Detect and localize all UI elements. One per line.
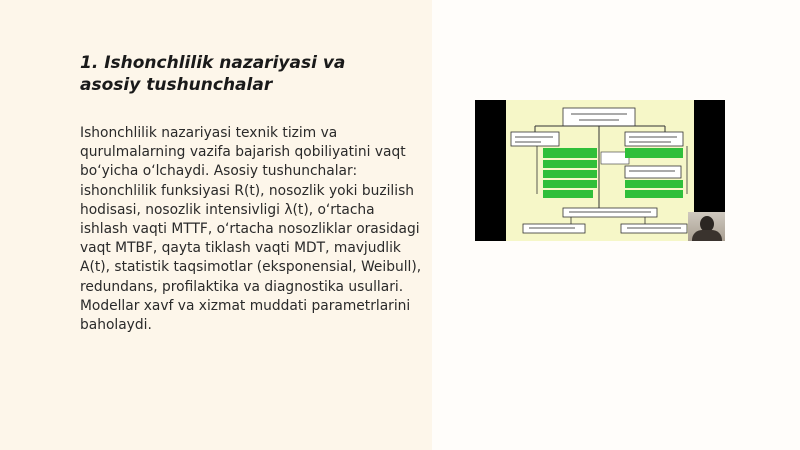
slide-title: 1. Ishonchlilik nazariyasi va asosiy tushunchalar xyxy=(80,53,346,95)
webcam-overlay xyxy=(688,212,725,241)
slide-body-text: Ishonchlilik nazariyasi texnik tizim va qurulmalarning vazifa bajarish qobiliyatini vaqt bo‘yicha o‘lchaydi. Asosiy tushunchalar: ishonchlilik funksiyasi R(t), nosozlik yoki buzilish hodisasi, nosozlik intensivligi λ(t), o‘rtacha ishlash vaqti MTTF, o‘rtacha nosozliklar orasidagi vaqt MTBF, qayta tiklash vaqti MDT, mavjudlik A(t), statistik taqsimotlar (eksponensial, Weibull), redundans, profilaktika va diagnostika usullari. Modellar xavf va xizmat muddati parametrlarini baholaydi. xyxy=(80,125,422,334)
